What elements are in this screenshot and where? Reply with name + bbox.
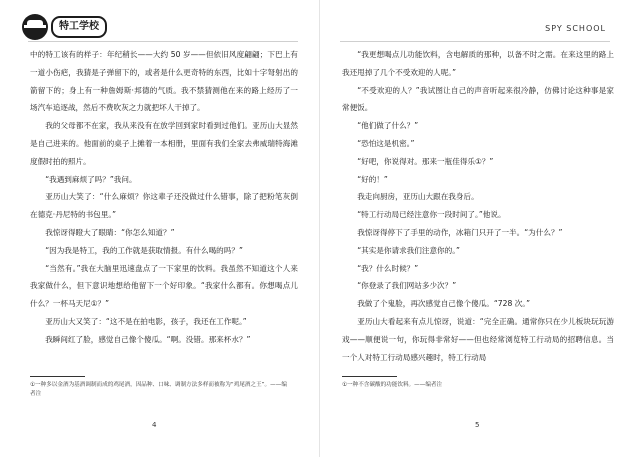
footnote: ①一种多以金酒为基酒调制而成的鸡尾酒，因品种、口味、调制方法多样而被称为“鸡尾酒之王”。——编者注 (30, 382, 287, 397)
left-body-text (30, 46, 298, 349)
paragraph: “好的！” (357, 174, 388, 184)
paragraph: “我遇到麻烦了吗？”我问。 (45, 174, 137, 184)
paragraph: 亚历山大又笑了：“这不是在拍电影，孩子，我还在工作呢。” (45, 316, 247, 326)
paragraph: 我惊讶得瞪大了眼睛：“你怎么知道？” (45, 227, 175, 237)
logo-text: 特工学校 (51, 16, 107, 38)
footnote-rule (30, 376, 85, 377)
paragraph: 亚历山大笑了：“什么麻烦？你这辈子还没做过什么错事，除了把粉笔灰倒在德克·丹尼特的书包里。” (30, 192, 298, 220)
header-rule (28, 41, 298, 42)
header-rule (340, 41, 610, 42)
paragraph: “不受欢迎的人？”我试图让自己的声音听起来很冷静，仿佛讨论这种事是家常便饭。 (342, 85, 614, 113)
paragraph: 我走向厨房，亚历山大跟在我身后。 (357, 192, 479, 202)
spy-hat-icon (22, 14, 48, 40)
paragraph: “他们做了什么？” (357, 121, 419, 131)
right-page (320, 0, 640, 457)
right-body-text (342, 46, 614, 366)
paragraph: 亚历山大看起来有点儿惊讶，说道：“完全正确。通常你只在少儿板块玩玩游戏——顺便说一句，你玩得非常好——但也经常浏览特工行动局的招聘信息。当一个人对特工行动局感兴趣时，特工行动局 (342, 316, 614, 362)
paragraph: “特工行动局已经注意你一段时间了。”他说。 (357, 210, 506, 220)
paragraph: “好吧，你说得对。那来一瓶佳得乐①？” (357, 156, 494, 166)
paragraph: 我做了个鬼脸，再次感觉自己像个傻瓜。“728 次。” (357, 299, 531, 309)
footnote: ①一种不含碳酸的功能饮料。——编者注 (342, 382, 443, 388)
paragraph: 我惊讶得停下了手里的动作，冰箱门只开了一半。“为什么？” (357, 227, 563, 237)
paragraph: “你登录了我们网站多少次？” (357, 281, 457, 291)
paragraph: “当然有。”我在大脑里迅速盘点了一下家里的饮料。我虽然不知道这个人来我家做什么，但下意识地想给他留下一个好印象。“我家什么都有。你想喝点儿什么？一杯马天尼①？” (30, 263, 298, 309)
book-logo (22, 14, 107, 40)
page-number: 4 (152, 421, 157, 429)
paragraph: “恐怕这是机密。” (357, 138, 415, 148)
footnote-rule (342, 376, 397, 377)
page-number: 5 (475, 421, 480, 429)
paragraph: “我？什么时候？” (357, 263, 419, 273)
paragraph: “因为我是特工，我的工作就是获取情报。有什么喝的吗？” (45, 245, 243, 255)
paragraph: “我更想喝点儿功能饮料，含电解质的那种，以备不时之需。在来这里的路上我还甩掉了几个不受欢迎的人呢。” (342, 50, 614, 77)
paragraph: “其实是你请求我们注意你的。” (357, 245, 460, 255)
paragraph: 我的父母都不在家，我从来没有在放学回到家时看到过他们。亚历山大显然是自己进来的。他面前的桌子上摊着一本相册，里面有我们全家去弗威瑞特海滩度假时拍的照片。 (30, 121, 298, 166)
running-head: SPY SCHOOL (545, 24, 606, 33)
paragraph: 中的特工该有的样子：年纪稍长——大约 50 岁——但依旧风度翩翩；下巴上有一道小伤疤，我猜是子弹留下的，或者是什么更奇特的东西，比如十字弩射出的箭留下的；身上有一种詹姆斯·邦德的气质。我不禁猜测他在来的路上经历了一场汽车追逐战，然后不费吹灰之力就把坏人干掉了。 (30, 50, 298, 113)
paragraph: 我瞬间红了脸，感觉自己像个傻瓜。“啊。没错。那来杯水？” (45, 334, 251, 344)
